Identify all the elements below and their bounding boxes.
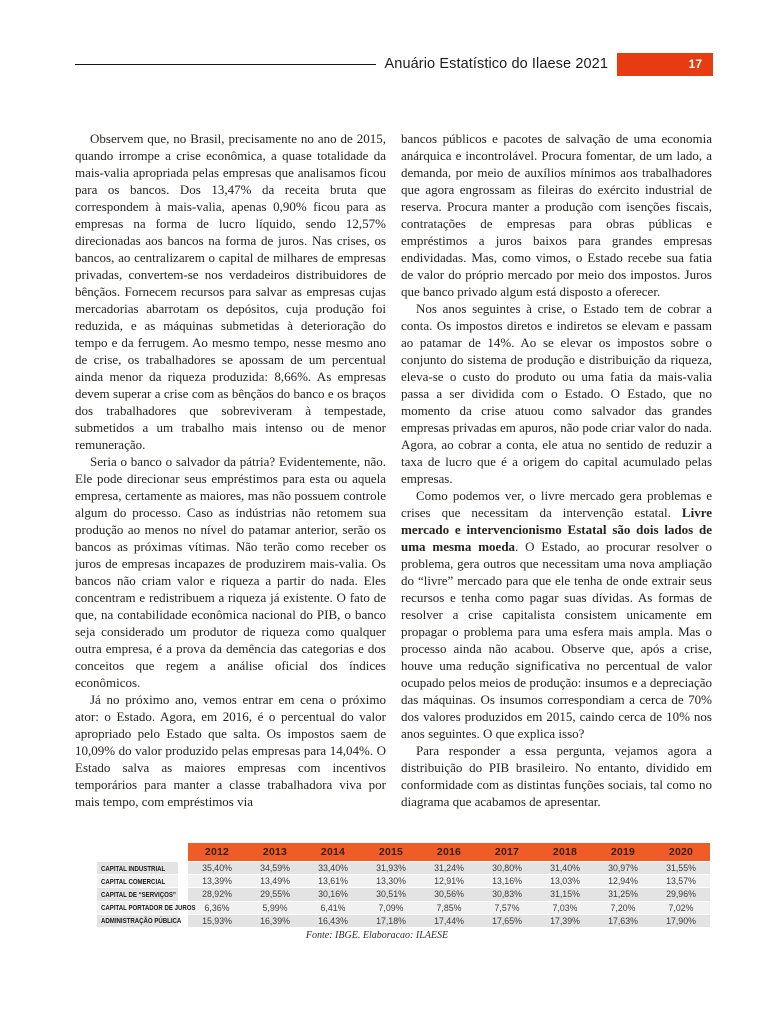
value-cell: 13,16% [492, 876, 522, 887]
value-cell: 13,61% [318, 876, 348, 887]
value-cell: 7,09% [378, 902, 404, 913]
value-cell: 29,55% [260, 889, 290, 900]
paragraph: bancos públicos e pacotes de salvação de uma economia anárquica e incontrolável. Procura fomentar, de um lado, a demanda, por meio de auxílios mínimos aos trabalhadores que agora engrossam as fileiras do exército industrial de reserva. Procura manter a produção com isenções fiscais, contratações de empresas para obras públicas e empréstimos a juros baixos para grandes empresas endividadas. Mas, como vimos, o Estado recebe sua fatia de valor do próprio mercado por meio dos impostos. Juros que banco privado algum está disposto a oferecer. [401, 131, 712, 299]
row-label: CAPITAL COMERCIAL [97, 875, 178, 887]
value-cell: 34,59% [260, 863, 290, 873]
value-cell: 28,92% [202, 889, 232, 900]
value-cell: 30,80% [492, 863, 522, 873]
value-cell: 5,99% [262, 902, 288, 913]
row-values [188, 862, 710, 874]
value-cell: 35,40% [202, 863, 232, 873]
value-cell: 6,36% [204, 902, 230, 913]
body-columns [75, 130, 712, 838]
row-label: CAPITAL INDUSTRIAL [97, 862, 178, 874]
running-header [75, 52, 713, 76]
value-cell: 17,65% [492, 915, 522, 926]
value-cell: 31,55% [666, 863, 696, 873]
value-cell: 16,39% [260, 915, 290, 926]
row-label: ADMINISTRAÇÃO PÚBLICA [97, 915, 178, 927]
value-cell: 7,03% [552, 902, 578, 913]
header-label-spacer [97, 843, 188, 861]
year-header-cell: 2016 [436, 846, 462, 858]
value-cell: 16,43% [318, 915, 348, 926]
row-values [188, 915, 710, 927]
table-row [97, 862, 710, 874]
value-cell: 33,40% [318, 863, 348, 873]
page-title: Anuário Estatístico do Ilaese 2021 [384, 56, 608, 72]
column-right [401, 130, 712, 838]
year-header-cell: 2019 [610, 846, 636, 858]
value-cell: 12,91% [434, 876, 464, 887]
table-row [97, 915, 710, 927]
paragraph: Para responder a essa pergunta, vejamos agora a distribuição do PIB brasileiro. No entanto, dividido em conformidade com as distintas funções sociais, tal como no diagrama que acabamos de apresentar. [401, 743, 712, 809]
value-cell: 13,57% [666, 876, 696, 887]
row-label: CAPITAL PORTADOR DE JUROS [97, 902, 178, 914]
value-cell: 30,97% [608, 863, 638, 873]
value-cell: 6,41% [320, 902, 346, 913]
table-row [97, 902, 710, 914]
year-header-cell: 2020 [668, 846, 694, 858]
year-header-cell: 2013 [262, 846, 288, 858]
paragraph: Observem que, no Brasil, precisamente no ano de 2015, quando irrompe a crise econômica, a quase totalidade da mais-valia apropriada pelas empresas que analisamos ficou para os bancos. Dos 13,47% da receita bruta que correspondem à mais-valia, apenas 0,90% ficou para as empresas na forma de lucro líquido, sendo 12,57% direcionadas aos bancos na forma de juros. Nas crises, os bancos, ao centralizarem o capital de milhares de empresas privadas, convertem-se nos verdadeiros distribuidores de bênçãos. Fornecem recursos para salvar as empresas cujas mercadorias abarrotam os depósitos, cuja produção foi reduzida, e as máquinas submetidas à deterioração do tempo e da ferrugem. Ao mesmo tempo, nesse mesmo ano de crise, os trabalhadores se apossam de um percentual ainda menor da riqueza produzida: 8,66%. As empresas devem superar a crise com as bênçãos do banco e os braços dos trabalhadores que sobreviveram à tempestade, submetidos a um trabalho mais intenso ou de menor remuneração. [75, 131, 386, 452]
value-cell: 17,44% [434, 915, 464, 926]
year-header-cells [188, 843, 710, 861]
value-cell: 31,40% [550, 863, 580, 873]
paragraph-text: . O Estado, ao procurar resolver o problema, gera outros que necessitam uma nova ampliação do “livre” mercado para que ele tenha de onde extrair seus recursos e tenha como pagar suas dívidas. As formas de resolver a crise capitalista consistem unicamente em propagar o problema para uma esfera mais ampla. Mas o processo ainda não acabou. Observe que, após a crise, houve uma redução significativa no percentual de valor ocupado pelos meios de produção: insumos e a depreciação das máquinas. Os insumos correspondiam a cerca de 70% dos valores produzidos em 2015, caindo cerca de 10% nos anos seguintes. O que explica isso? [401, 539, 712, 741]
paragraph: Seria o banco o salvador da pátria? Evidentemente, não. Ele pode direcionar seus empréstimos para esta ou aquela empresa, certamente as maiores, mas não possuem controle algum do processo. Caso as indústrias não retomem sua produção ao menos no nível do patamar anterior, serão os bancos as próximas vítimas. Não terão como receber os juros de empresas incapazes de produzirem mais-valia. Os bancos não criam valor e riqueza a partir do nada. Eles concentram e redistribuem a riqueza já existente. O fato de que, na contabilidade econômica nacional do PIB, o banco seja considerado um produtor de riqueza como qualquer outra empresa, é a prova da demência das categorias e dos conceitos que regem a análise oficial dos índices econômicos. [75, 454, 386, 690]
row-values [188, 888, 710, 900]
value-cell: 31,25% [608, 889, 638, 900]
pib-distribution-table [97, 843, 710, 928]
value-cell: 7,20% [610, 902, 636, 913]
table-header-row [97, 843, 710, 861]
value-cell: 17,90% [666, 915, 696, 926]
value-cell: 7,85% [436, 902, 462, 913]
table-body [97, 862, 710, 927]
year-header-cell: 2015 [378, 846, 404, 858]
year-header-cell: 2014 [320, 846, 346, 858]
row-values [188, 902, 710, 914]
table-row [97, 875, 710, 887]
year-header-cell: 2018 [552, 846, 578, 858]
row-label: CAPITAL DE “SERVIÇOS” [97, 888, 178, 900]
value-cell: 31,93% [376, 863, 406, 873]
value-cell: 30,56% [434, 889, 464, 900]
bold-emphasis: Livre mercado e intervencionismo Estatal são dois lados de uma mesma moeda [401, 505, 712, 554]
table-row [97, 888, 710, 900]
value-cell: 30,83% [492, 889, 522, 900]
paragraph: Nos anos seguintes à crise, o Estado tem de cobrar a conta. Os impostos diretos e indiretos se elevam e passam ao patamar de 14%. Ao se elevar os impostos sobre o conjunto do sistema de produção e distribuição da riqueza, eleva-se o custo do produto ou uma fatia da mais-valia passa a ser dividida com o Estado. O Estado, que no momento da crise atuou como salvador das grandes empresas privadas em apuros, não pode criar valor do nada. Agora, ao cobrar a conta, ele atua no sentido de reduzir a taxa de lucro que é a origem do capital acumulado pelas empresas. [401, 301, 712, 486]
value-cell: 29,96% [666, 889, 696, 900]
value-cell: 7,02% [668, 902, 694, 913]
value-cell: 31,15% [550, 889, 580, 900]
value-cell: 15,93% [202, 915, 232, 926]
label-gutter [178, 875, 188, 887]
row-values [188, 875, 710, 887]
label-gutter [178, 862, 188, 874]
paragraph-text: Como podemos ver, o livre mercado gera problemas e crises que necessitam da intervenção estatal. [401, 488, 712, 520]
label-gutter [178, 888, 188, 900]
value-cell: 13,03% [550, 876, 580, 887]
value-cell: 17,39% [550, 915, 580, 926]
year-header-cell: 2012 [204, 846, 230, 858]
paragraph [401, 487, 712, 742]
value-cell: 13,30% [376, 876, 406, 887]
value-cell: 30,16% [318, 889, 348, 900]
page-number-badge [617, 53, 713, 76]
value-cell: 17,18% [376, 915, 406, 926]
paragraph: Já no próximo ano, vemos entrar em cena o próximo ator: o Estado. Agora, em 2016, é o percentual do valor apropriado pelo Estado que salta. Os impostos saem de 10,09% do valor produzido pelas empresas para 14,04%. O Estado salva as maiores empresas com incentivos temporários para manter a classe trabalhadora viva por mais tempo, com empréstimos via [75, 692, 386, 809]
value-cell: 7,57% [494, 902, 520, 913]
value-cell: 31,24% [434, 863, 464, 873]
value-cell: 13,39% [202, 876, 232, 887]
value-cell: 30,51% [376, 889, 406, 900]
value-cell: 17,63% [608, 915, 638, 926]
value-cell: 13,49% [260, 876, 290, 887]
header-rule [75, 64, 376, 65]
page-number: 17 [688, 57, 702, 71]
column-left [75, 130, 386, 838]
year-header-cell: 2017 [494, 846, 520, 858]
table-source: Fonte: IBGE. Elaboracao: ILAESE [305, 930, 449, 941]
value-cell: 12,94% [608, 876, 638, 887]
